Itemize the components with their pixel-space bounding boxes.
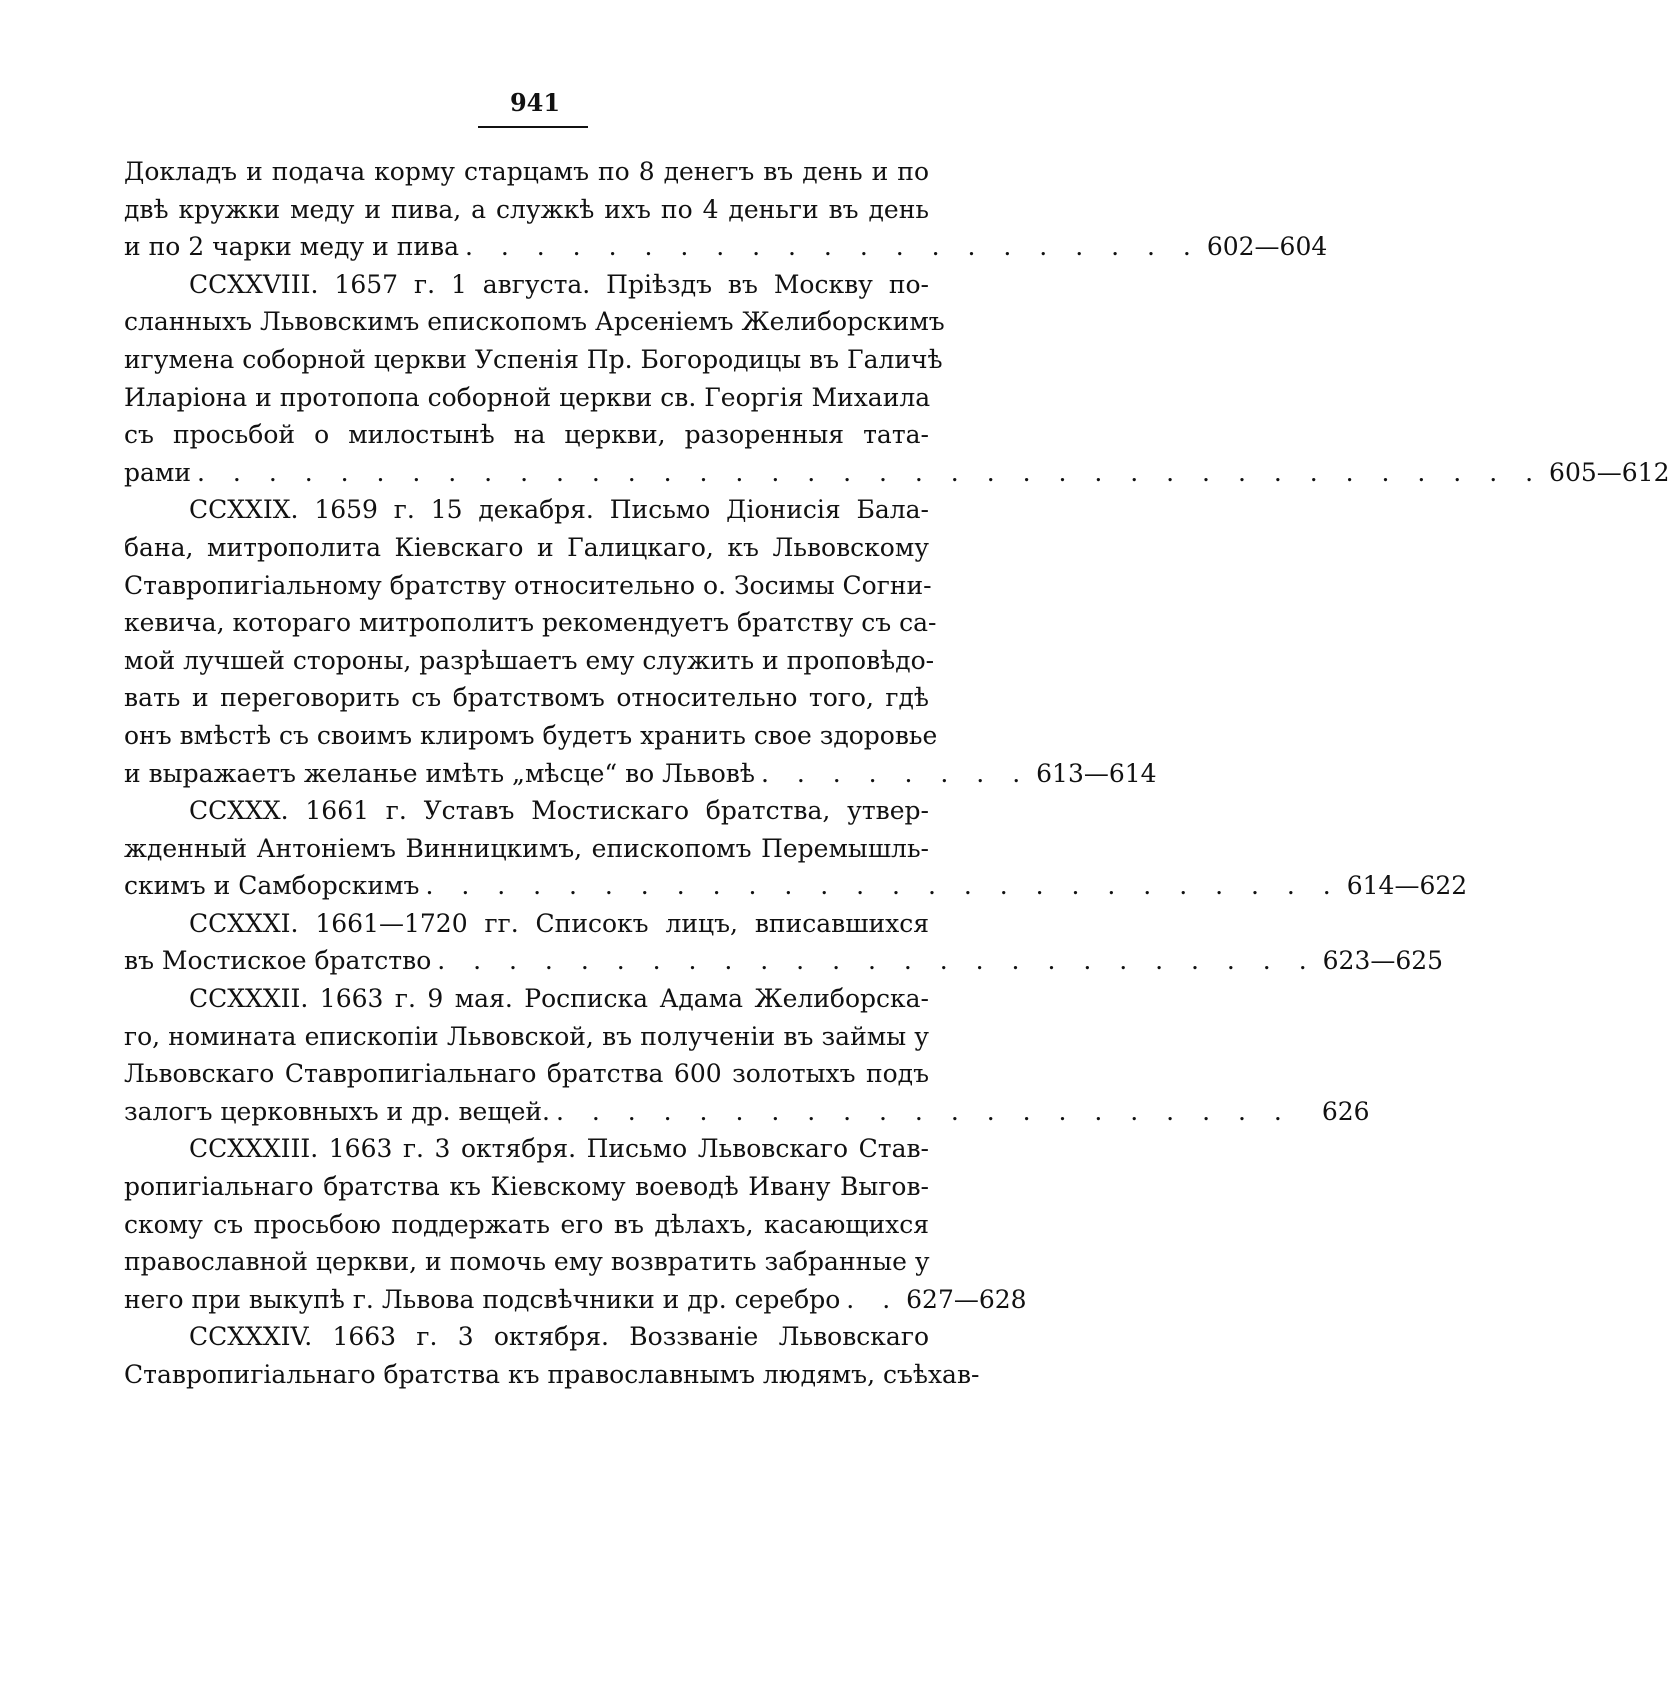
text-line: православной церкви, и помочь ему возвратить забранные у (124, 1247, 930, 1277)
entry-end-line (124, 867, 1468, 905)
text-line: кевича, котораго митрополитъ рекомендуетъ братству съ са- (124, 608, 937, 638)
text-line: съ просьбой о милостынѣ на церкви, разоренныя тата- (124, 420, 929, 450)
text-line: бана, митрополита Кіевскаго и Галицкаго, къ Львовскому (124, 532, 929, 562)
entry-end-line (124, 755, 1157, 793)
leader-dots: . . . . . . . . . . . . . . . . . . . . . . . . . . (425, 871, 1341, 901)
leader-dots: . . . . . . . . . . . . . . . . . . . . . (465, 232, 1201, 262)
entry-end-line (124, 942, 1444, 980)
leader-dots: . . . . . . . . (760, 758, 1031, 788)
text-line: игумена соборной церкви Успенія Пр. Богородицы въ Галичѣ (124, 344, 943, 374)
entry-end-line (124, 1093, 1370, 1131)
text-line: ропигіальнаго братства къ Кіевскому воеводѣ Ивану Выгов- (124, 1172, 929, 1202)
entry-end-line (124, 228, 1328, 266)
entry-heading-line: CCXXXIV. 1663 г. 3 октября. Воззваніе Львовскаго (189, 1322, 929, 1352)
page-range: 626 (1321, 1096, 1370, 1126)
text-line: Иларіона и протопопа соборной церкви св. Георгія Михаила (124, 382, 931, 412)
text-line: двѣ кружки меду и пива, а служкѣ ихъ по 4 деньги въ день (124, 194, 929, 224)
entry-end-line (124, 454, 1669, 492)
text-line: скому съ просьбою поддержать его въ дѣлахъ, касающихся (124, 1209, 929, 1239)
entry-end-text: и по 2 чарки меду и пива (124, 232, 459, 262)
text-line: онъ вмѣстѣ съ своимъ клиромъ будетъ хранить свое здоровье (124, 720, 938, 750)
leader-dots: . . . . . . . . . . . . . . . . . . . . . . . . . . . . . . . . . . . . . . (197, 457, 1544, 487)
page-number: 941 (509, 88, 561, 117)
page-range: 627—628 (906, 1284, 1027, 1314)
text-line: мой лучшей стороны, разрѣшаетъ ему служить и проповѣдо- (124, 645, 935, 675)
entry-end-text: въ Мостиское братство (124, 946, 432, 976)
text-line: сланныхъ Львовскимъ епископомъ Арсеніемъ Желиборскимъ (124, 307, 945, 337)
page-range: 602—604 (1206, 232, 1328, 262)
page-range: 623—625 (1322, 946, 1444, 976)
text-line: вать и переговорить съ братствомъ относительно того, гдѣ (124, 683, 929, 713)
leader-dots: . . (846, 1284, 901, 1314)
page-range: 614—622 (1346, 871, 1468, 901)
text-line: жденный Антоніемъ Винницкимъ, епископомъ Перемышль- (124, 833, 929, 863)
entry-end-text: рами (124, 457, 192, 487)
entry-end-text: скимъ и Самборскимъ (124, 871, 420, 901)
leader-dots: . . . . . . . . . . . . . . . . . . . . . . . . . (437, 946, 1317, 976)
entry-heading-line: CCXXXI. 1661—1720 гг. Списокъ лицъ, вписавшихся (189, 908, 929, 938)
entry-end-text: него при выкупѣ г. Львова подсвѣчники и др. серебро (124, 1284, 841, 1314)
entry-end-text: и выражаетъ желанье имѣть „мѣсце“ во Львовѣ (124, 758, 755, 788)
text-line: Докладъ и подача корму старцамъ по 8 денегъ въ день и по (124, 157, 929, 186)
entry-heading-line: CCXXXII. 1663 г. 9 мая. Росписка Адама Желиборска- (189, 984, 929, 1014)
body-text (124, 153, 1669, 1394)
entry-heading-line: CCXXXIII. 1663 г. 3 октября. Письмо Львовскаго Став- (189, 1134, 929, 1164)
page-range: 605—612 (1549, 457, 1669, 487)
entry-end-text: залогъ церковныхъ и др. вещей. (124, 1096, 550, 1126)
entry-heading-line: CCXXVIII. 1657 г. 1 августа. Пріѣздъ въ Москву по- (189, 269, 929, 299)
text-line: Ставропигіальнаго братства къ православнымъ людямъ, съѣхав- (124, 1360, 980, 1389)
page-range: 613—614 (1036, 758, 1157, 788)
leader-dots: . . . . . . . . . . . . . . . . . . . . . (555, 1096, 1292, 1126)
page-number-rule (478, 126, 588, 128)
text-line: го, номината епископіи Львовской, въ полученіи въ займы у (124, 1021, 929, 1051)
entry-heading-line: CCXXIX. 1659 г. 15 декабря. Письмо Діонисія Бала- (189, 495, 929, 525)
text-line: Львовскаго Ставропигіальнаго братства 600 золотыхъ подъ (124, 1059, 929, 1089)
text-line: Ставропигіальному братству относительно о. Зосимы Согни- (124, 570, 932, 600)
entry-heading-line: CCXXX. 1661 г. Уставъ Мостискаго братства, утвер- (189, 796, 929, 826)
entry-end-line (124, 1281, 1027, 1319)
